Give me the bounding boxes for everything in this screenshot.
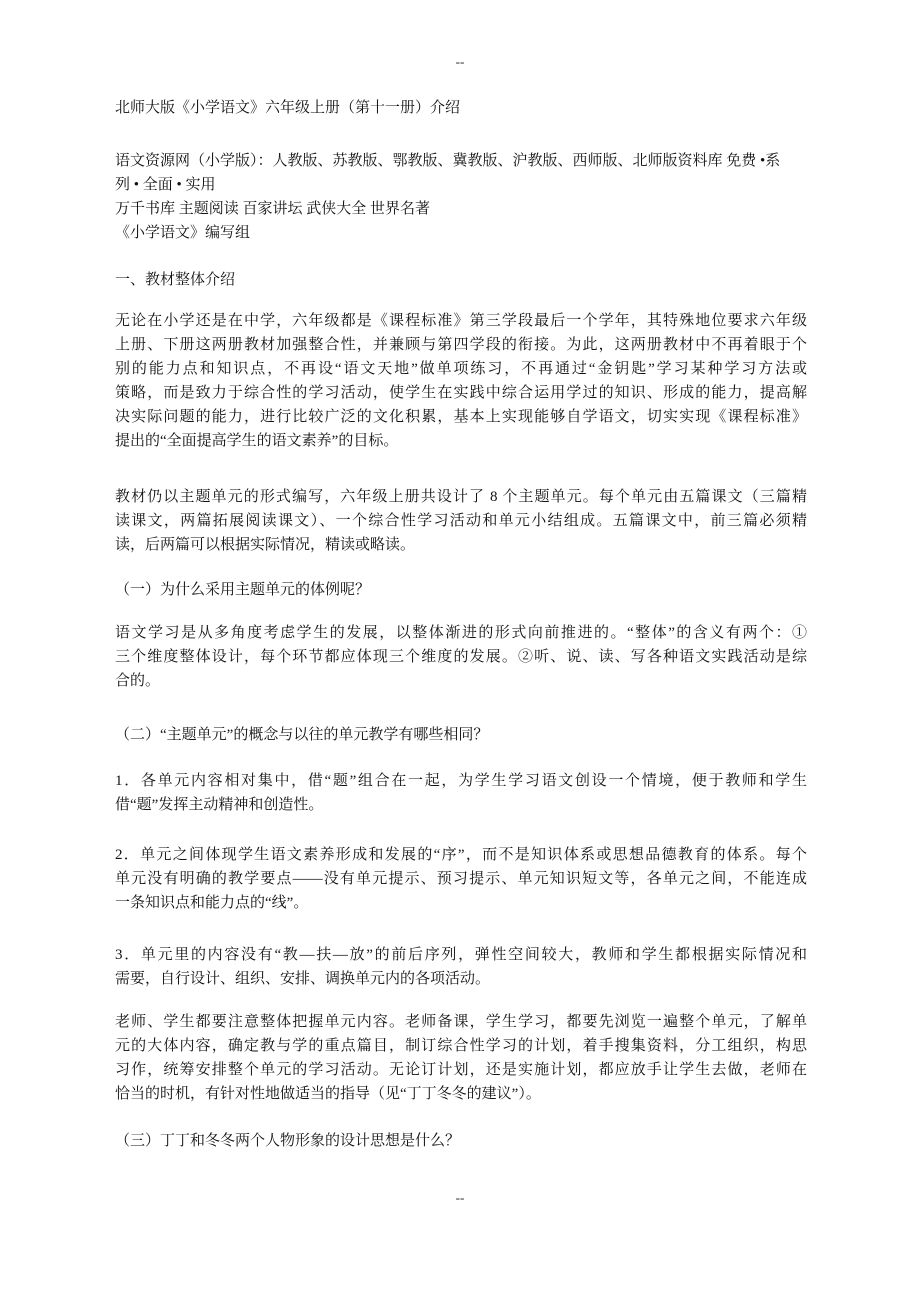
paragraph-1 [115,309,807,453]
point-1 [115,769,807,817]
text-line: 合的。 [115,673,161,689]
text-line: 无论在小学还是在中学，六年级都是《课程标准》第三学段最后一个学年，其特殊地位要求六年级 [115,313,807,329]
section-heading-1 [115,268,807,292]
text-line: 策略，而是致力于综合性的学习活动，使学生在实践中综合运用学过的知识、形成的能力，提高解 [115,385,807,401]
text-line: 习作，统筹安排整个单元的学习活动。无论订计划，还是实施计划，都应放手让学生去做，老师在 [115,1062,807,1078]
text-line: 读课文，两篇拓展阅读课文）、一个综合性学习活动和单元小结组成。五篇课文中，前三篇必须精 [115,513,807,529]
point-2 [115,843,807,915]
text-line: 提出的“全面提高学生的语文素养”的目标。 [115,433,399,449]
text-line: 老师、学生都要注意整体把握单元内容。老师备课，学生学习，都要先浏览一遍整个单元，了解单 [115,1014,807,1030]
text-line: 恰当的时机，有针对性地做适当的指导（见“丁丁冬冬的建议”）。 [115,1086,541,1102]
text-line: 别的能力点和知识点，不再设“语文天地”做单项练习，不再通过“金钥匙”学习某种学习方法或 [115,361,807,377]
text-line: 语文资源网（小学版）：人教版、苏教版、鄂教版、冀教版、沪教版、西师版、北师版资料库 免费 •系 [115,153,781,169]
page-marker-top: -- [455,54,465,69]
question-1 [115,578,807,602]
text-line: 上册、下册这两册教材加强整合性，并兼顾与第四学段的衔接。为此，这两册教材中不再着眼于个 [115,337,807,353]
source-info [115,149,807,245]
text-line: （二）“主题单元”的概念与以往的单元教学有哪些相同？ [115,727,489,743]
doc-title [115,96,807,120]
text-line: 三个维度整体设计，每个环节都应体现三个维度的发展。②听、说、读、写各种语文实践活动是综 [115,649,807,665]
text-line: 单元没有明确的教学要点——没有单元提示、预习提示、单元知识短文等，各单元之间，不能连成 [115,871,807,887]
point-3 [115,943,807,991]
page-marker-bottom: -- [455,1190,465,1205]
text-line: 需要，自行设计、组织、安排、调换单元内的各项活动。 [115,971,491,987]
text-line: 语文学习是从多角度考虑学生的发展，以整体渐进的形式向前推进的。“整体”的含义有两个：① [115,625,807,641]
paragraph-2 [115,485,807,557]
text-line: 一、教材整体介绍 [115,272,236,288]
text-line: （三）丁丁和冬冬两个人物形象的设计思想是什么？ [115,1133,461,1149]
text-line: 1．各单元内容相对集中，借“题”组合在一起，为学生学习语文创设一个情境，便于教师和学生 [115,773,807,789]
text-line: 教材仍以主题单元的形式编写，六年级上册共设计了 8 个主题单元。每个单元由五篇课文（三篇精 [115,489,807,505]
text-line: 读，后两篇可以根据实际情况，精读或略读。 [115,537,416,553]
text-line: 万千书库 主题阅读 百家讲坛 武侠大全 世界名著 [115,201,431,217]
paragraph-3 [115,621,807,693]
text-line: 3．单元里的内容没有“教—扶—放”的前后序列，弹性空间较大，教师和学生都根据实际情况和 [115,947,807,963]
text-line: 《小学语文》编写组 [115,225,251,241]
text-line: 列 • 全面 • 实用 [115,177,216,193]
text-line: 决实际问题的能力，进行比较广泛的文化积累，基本上实现能够自学语文，切实实现《课程标准》 [115,409,807,425]
question-3 [115,1129,807,1153]
text-line: 2．单元之间体现学生语文素养形成和发展的“序”，而不是知识体系或思想品德教育的体系。每个 [115,847,807,863]
paragraph-4 [115,1010,807,1106]
text-line: 元的大体内容，确定教与学的重点篇目，制订综合性学习的计划，着手搜集资料，分工组织，构思 [115,1038,807,1054]
text-line: （一）为什么采用主题单元的体例呢？ [115,582,371,598]
text-line: 北师大版《小学语文》六年级上册（第十一册）介绍 [115,100,461,116]
text-line: 借“题”发挥主动精神和创造性。 [115,797,324,813]
question-2 [115,723,807,747]
text-line: 一条知识点和能力点的“线”。 [115,895,309,911]
